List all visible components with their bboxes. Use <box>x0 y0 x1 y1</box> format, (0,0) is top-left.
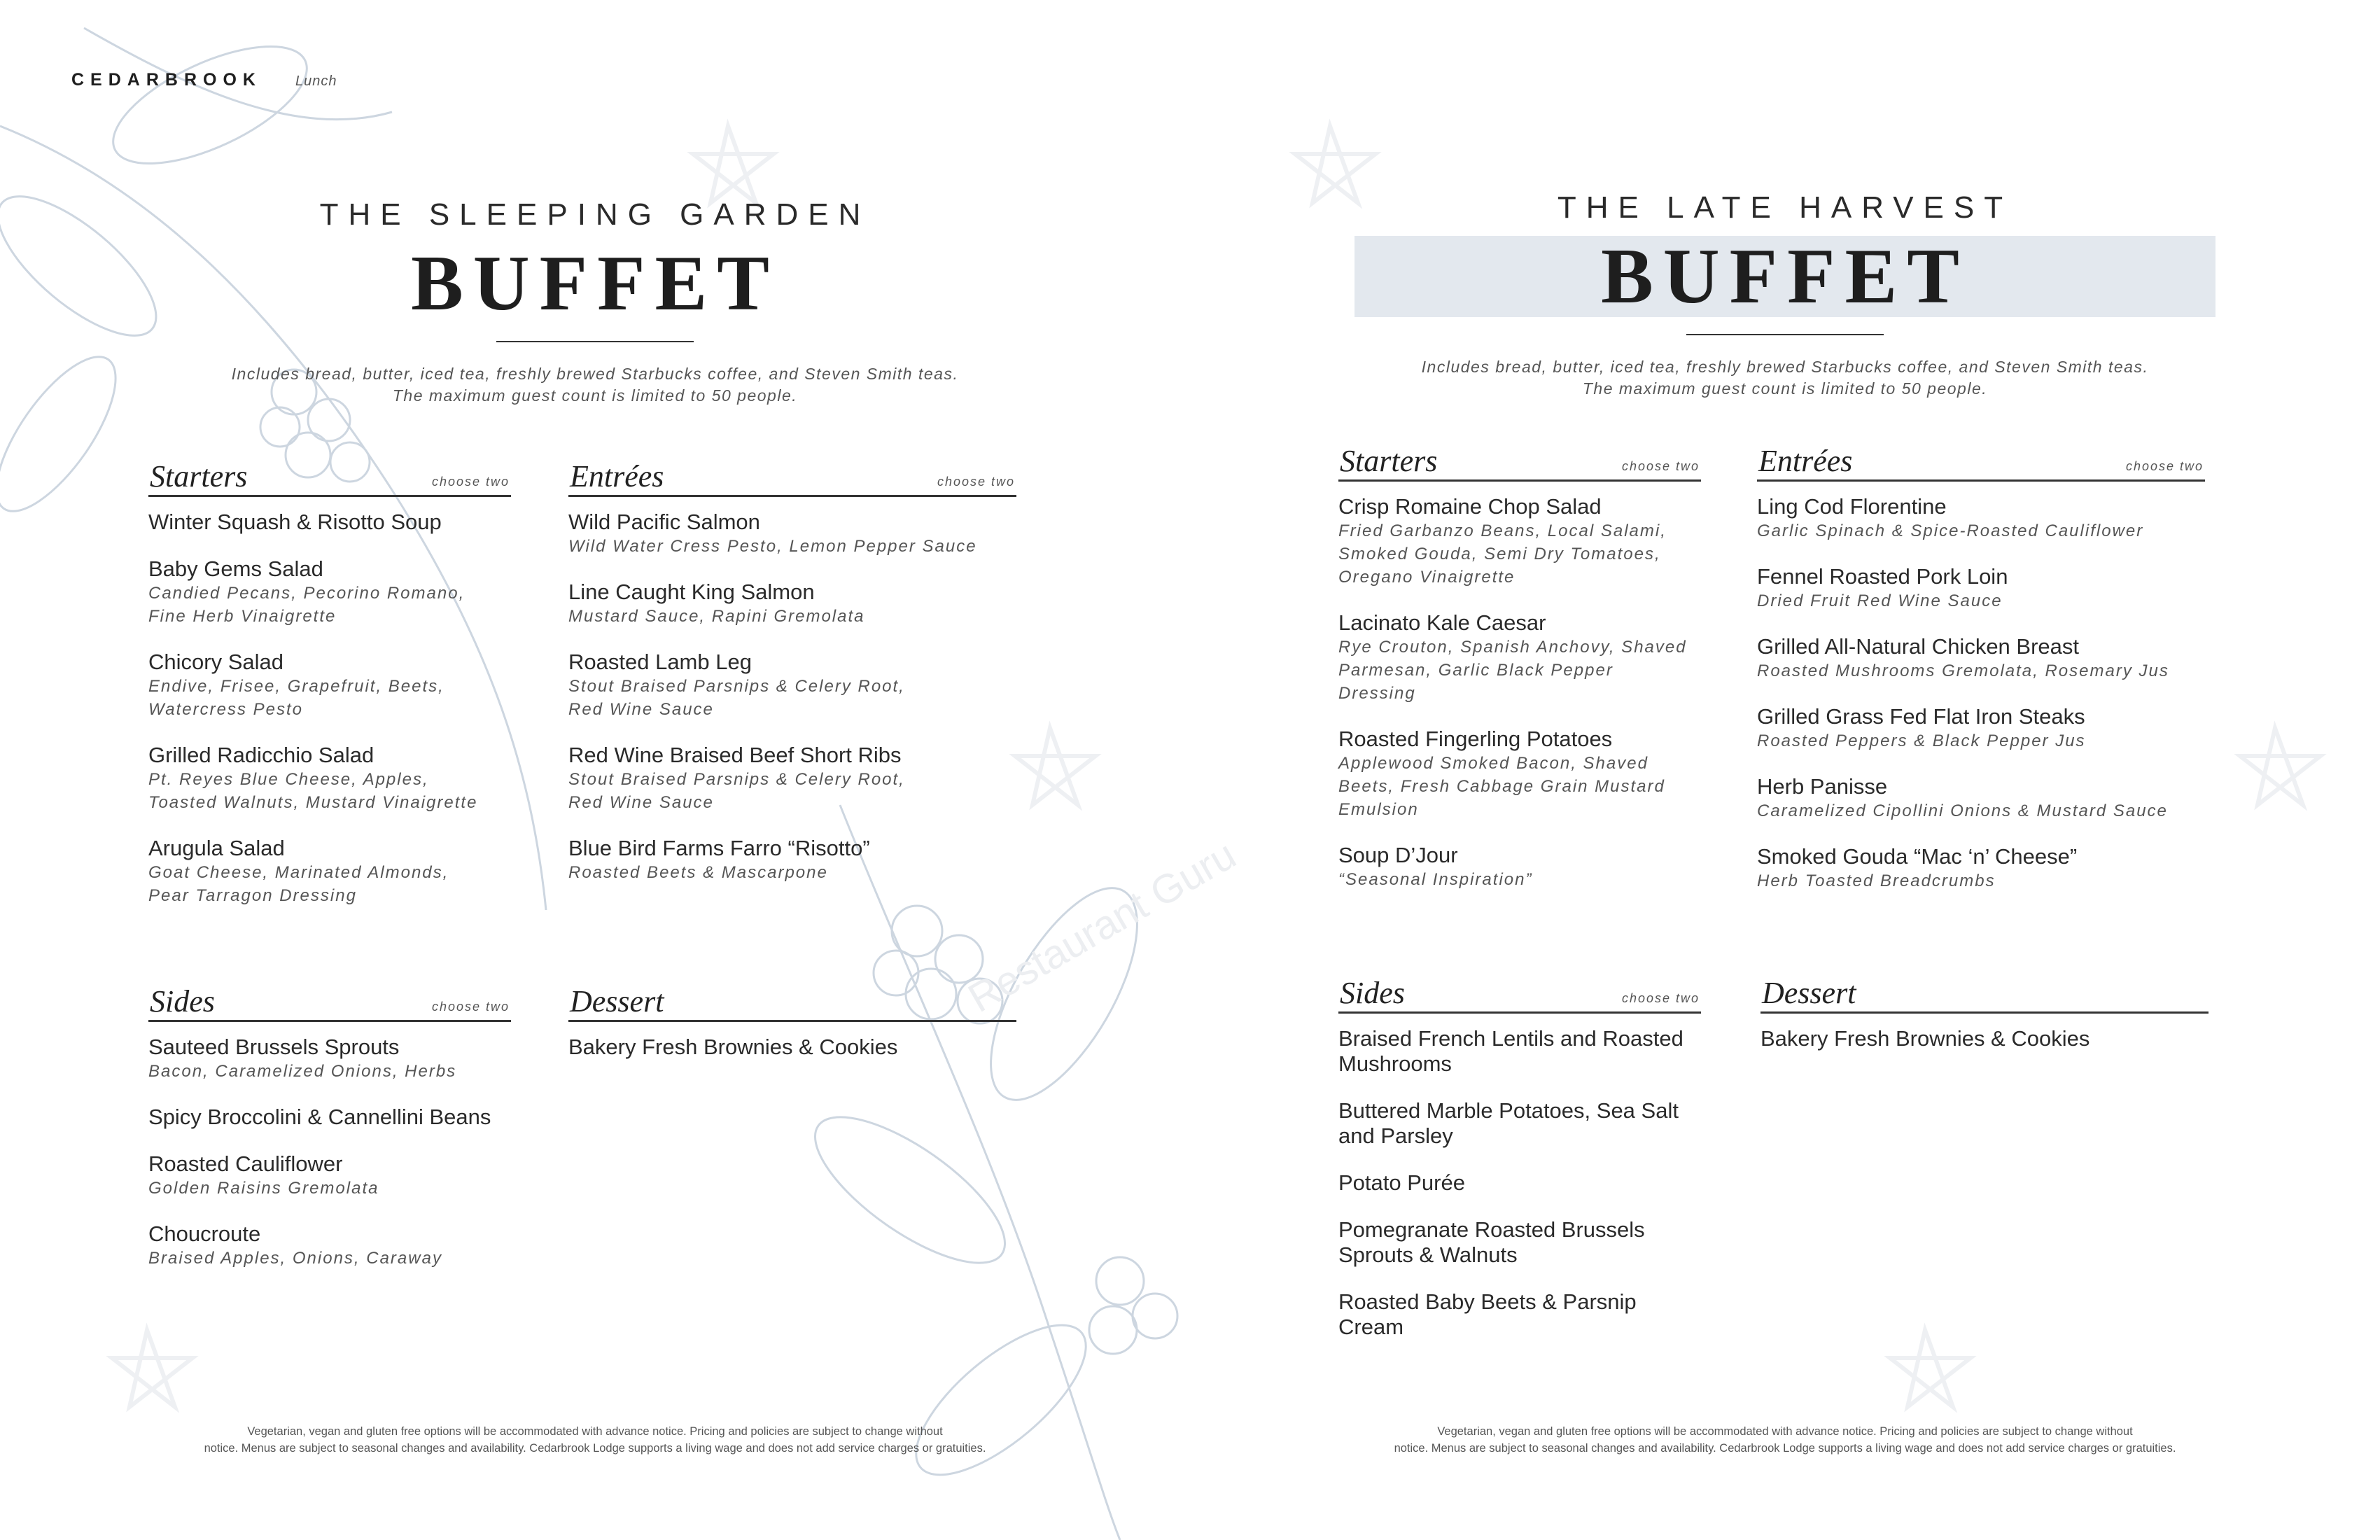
footer-line: Vegetarian, vegan and gluten free options will be accommodated with advance notice. Pricing and policies are subject to change without <box>1437 1425 2133 1438</box>
menu-title: BUFFET <box>1601 233 1969 320</box>
item-name: Bakery Fresh Brownies & Cookies <box>1760 1026 2090 1051</box>
section-title: Starters <box>150 459 248 493</box>
menu-item <box>568 743 1016 814</box>
item-name: Grilled Grass Fed Flat Iron Steaks <box>1757 704 2085 729</box>
menu-item <box>148 1152 511 1200</box>
item-description: Pt. Reyes Blue Cheese, Apples, Toasted Walnuts, Mustard Vinaigrette <box>148 770 478 812</box>
menu-item <box>1338 494 1701 589</box>
section-starters <box>1338 443 1701 913</box>
item-name: Buttered Marble Potatoes, Sea Salt and Parsley <box>1338 1098 1679 1148</box>
menu-panel-late-harvest <box>1190 0 2380 1540</box>
section-header <box>1338 975 1701 1014</box>
menu-item <box>1757 494 2205 542</box>
item-name: Herb Panisse <box>1757 774 1888 799</box>
menu-item <box>148 510 511 535</box>
title-wrap <box>210 240 980 327</box>
footer-line: notice. Menus are subject to seasonal changes and availability. Cedarbrook Lodge supports a living wage and does not add service charges or gratuities. <box>1394 1442 2176 1455</box>
item-name: Choucroute <box>148 1222 261 1246</box>
section-note: choose two <box>2125 459 2204 473</box>
intro-line: Includes bread, butter, iced tea, freshly brewed Starbucks coffee, and Steven Smith teas. <box>231 365 959 383</box>
section-sides <box>1338 975 1701 1362</box>
section-note: choose two <box>937 475 1015 489</box>
item-description: Endive, Frisee, Grapefruit, Beets, Watercress Pesto <box>148 677 444 719</box>
meal-label: Lunch <box>295 74 337 89</box>
item-description: Dried Fruit Red Wine Sauce <box>1757 592 2003 610</box>
menu-item <box>1338 1289 1701 1340</box>
menu-item <box>148 1105 511 1130</box>
menu-intro <box>1354 356 2216 400</box>
menu-item <box>1757 564 2205 612</box>
section-dessert <box>568 983 1016 1082</box>
section-entrees <box>1757 443 2205 914</box>
footer-line: Vegetarian, vegan and gluten free options will be accommodated with advance notice. Pricing and policies are subject to change without <box>247 1425 943 1438</box>
menu-item <box>568 510 1016 558</box>
item-name: Arugula Salad <box>148 836 285 860</box>
menu-item <box>1338 610 1701 705</box>
section-title: Sides <box>150 984 215 1018</box>
item-list <box>1338 1026 1701 1340</box>
section-note: choose two <box>1621 991 1700 1005</box>
section-header <box>1338 443 1701 482</box>
footer-line: notice. Menus are subject to seasonal changes and availability. Cedarbrook Lodge supports a living wage and does not add service charges or gratuities. <box>204 1442 986 1455</box>
menu-item <box>568 580 1016 628</box>
panel-header <box>210 197 980 407</box>
disclaimer-footer <box>105 1423 1085 1457</box>
section-title: Dessert <box>570 984 664 1018</box>
item-name: Potato Purée <box>1338 1170 1465 1195</box>
menu-item <box>1757 704 2205 752</box>
section-header <box>568 983 1016 1022</box>
section-header <box>1757 443 2205 482</box>
item-description: “Seasonal Inspiration” <box>1338 870 1533 889</box>
menu-item <box>1338 1026 1701 1077</box>
item-description: Caramelized Cipollini Onions & Mustard Sauce <box>1757 802 2168 820</box>
item-description: Stout Braised Parsnips & Celery Root, Red Wine Sauce <box>568 677 905 719</box>
menu-subtitle: THE LATE HARVEST <box>1557 190 2013 225</box>
item-description: Bacon, Caramelized Onions, Herbs <box>148 1062 457 1081</box>
item-list <box>1760 1026 2208 1051</box>
item-name: Lacinato Kale Caesar <box>1338 610 1546 635</box>
item-name: Soup D’Jour <box>1338 843 1458 867</box>
item-name: Pomegranate Roasted Brussels Sprouts & Walnuts <box>1338 1217 1645 1267</box>
menu-item <box>148 743 511 814</box>
section-sides <box>148 983 511 1292</box>
section-note: choose two <box>431 1000 510 1014</box>
menu-item <box>568 836 1016 884</box>
menu-item <box>148 836 511 907</box>
menu-item <box>1338 1170 1701 1196</box>
watermark-text: Restaurant Guru <box>960 832 1244 1021</box>
item-name: Spicy Broccolini & Cannellini Beans <box>148 1105 491 1129</box>
intro-line: The maximum guest count is limited to 50 people. <box>392 386 798 405</box>
item-description: Candied Pecans, Pecorino Romano, Fine Herb Vinaigrette <box>148 584 465 626</box>
item-name: Ling Cod Florentine <box>1757 494 1947 519</box>
menu-item <box>568 1035 1016 1060</box>
item-name: Roasted Fingerling Potatoes <box>1338 727 1613 751</box>
section-note: choose two <box>1621 459 1700 473</box>
item-name: Roasted Lamb Leg <box>568 650 752 674</box>
item-description: Applewood Smoked Bacon, Shaved Beets, Fresh Cabbage Grain Mustard Emulsion <box>1338 754 1665 819</box>
menu-intro <box>210 363 980 407</box>
item-name: Fennel Roasted Pork Loin <box>1757 564 2008 589</box>
section-header <box>568 458 1016 497</box>
item-name: Smoked Gouda “Mac ‘n’ Cheese” <box>1757 844 2078 869</box>
section-title: Starters <box>1340 444 1438 478</box>
menu-item <box>1757 774 2205 822</box>
section-starters <box>148 458 511 929</box>
item-name: Bakery Fresh Brownies & Cookies <box>568 1035 898 1059</box>
section-title: Sides <box>1340 976 1405 1010</box>
item-description: Braised Apples, Onions, Caraway <box>148 1249 442 1268</box>
item-list <box>1757 494 2205 892</box>
item-description: Rye Crouton, Spanish Anchovy, Shaved Parmesan, Garlic Black Pepper Dressing <box>1338 638 1687 703</box>
title-divider <box>496 341 694 342</box>
item-name: Blue Bird Farms Farro “Risotto” <box>568 836 870 860</box>
panel-header <box>1354 192 2216 400</box>
item-description: Garlic Spinach & Spice-Roasted Cauliflower <box>1757 522 2144 540</box>
item-description: Stout Braised Parsnips & Celery Root, Red Wine Sauce <box>568 770 905 812</box>
item-name: Braised French Lentils and Roasted Mushrooms <box>1338 1026 1684 1076</box>
disclaimer-footer <box>1295 1423 2275 1457</box>
menu-item <box>1338 1098 1701 1149</box>
item-name: Crisp Romaine Chop Salad <box>1338 494 1602 519</box>
item-description: Roasted Mushrooms Gremolata, Rosemary Jus <box>1757 662 2169 680</box>
item-name: Red Wine Braised Beef Short Ribs <box>568 743 902 767</box>
intro-line: The maximum guest count is limited to 50 people. <box>1582 379 1988 398</box>
item-name: Winter Squash & Risotto Soup <box>148 510 442 534</box>
menu-item <box>1338 1217 1701 1268</box>
section-title: Entrées <box>570 459 664 493</box>
title-divider <box>1686 334 1884 335</box>
item-name: Sauteed Brussels Sprouts <box>148 1035 400 1059</box>
item-list <box>568 1035 1016 1060</box>
section-note: choose two <box>431 475 510 489</box>
item-description: Fried Garbanzo Beans, Local Salami, Smoked Gouda, Semi Dry Tomatoes, Oregano Vinaigrette <box>1338 522 1667 587</box>
item-name: Grilled All-Natural Chicken Breast <box>1757 634 2080 659</box>
menu-item <box>148 1222 511 1270</box>
intro-line: Includes bread, butter, iced tea, freshly brewed Starbucks coffee, and Steven Smith teas. <box>1421 358 2149 376</box>
menu-item <box>148 1035 511 1083</box>
section-title: Entrées <box>1758 444 1853 478</box>
item-list <box>568 510 1016 884</box>
menu-title: BUFFET <box>411 240 779 327</box>
section-header <box>148 458 511 497</box>
section-dessert <box>1760 975 2208 1073</box>
menu-item <box>1338 727 1701 821</box>
item-name: Wild Pacific Salmon <box>568 510 760 534</box>
item-description: Wild Water Cress Pesto, Lemon Pepper Sauce <box>568 537 977 556</box>
menu-item <box>1757 634 2205 682</box>
section-title: Dessert <box>1762 976 1856 1010</box>
title-banner <box>1354 233 2216 320</box>
item-description: Goat Cheese, Marinated Almonds, Pear Tarragon Dressing <box>148 863 449 905</box>
item-name: Line Caught King Salmon <box>568 580 815 604</box>
brand-name: CEDARBROOK <box>71 70 262 90</box>
section-header <box>1760 975 2208 1014</box>
menu-item <box>148 556 511 628</box>
item-description: Herb Toasted Breadcrumbs <box>1757 872 1996 890</box>
item-name: Chicory Salad <box>148 650 284 674</box>
item-list <box>148 1035 511 1270</box>
section-header <box>148 983 511 1022</box>
item-list <box>1338 494 1701 891</box>
menu-item <box>1338 843 1701 891</box>
menu-subtitle: THE SLEEPING GARDEN <box>319 197 871 232</box>
item-name: Roasted Cauliflower <box>148 1152 343 1176</box>
item-name: Grilled Radicchio Salad <box>148 743 374 767</box>
item-description: Roasted Peppers & Black Pepper Jus <box>1757 732 2086 750</box>
item-description: Mustard Sauce, Rapini Gremolata <box>568 607 865 626</box>
menu-item <box>148 650 511 721</box>
menu-item <box>568 650 1016 721</box>
item-name: Roasted Baby Beets & Parsnip Cream <box>1338 1289 1637 1339</box>
item-name: Baby Gems Salad <box>148 556 323 581</box>
item-description: Roasted Beets & Mascarpone <box>568 863 828 882</box>
menu-item <box>1757 844 2205 892</box>
menu-item <box>1760 1026 2208 1051</box>
item-list <box>148 510 511 907</box>
item-description: Golden Raisins Gremolata <box>148 1179 379 1198</box>
section-entrees <box>568 458 1016 906</box>
